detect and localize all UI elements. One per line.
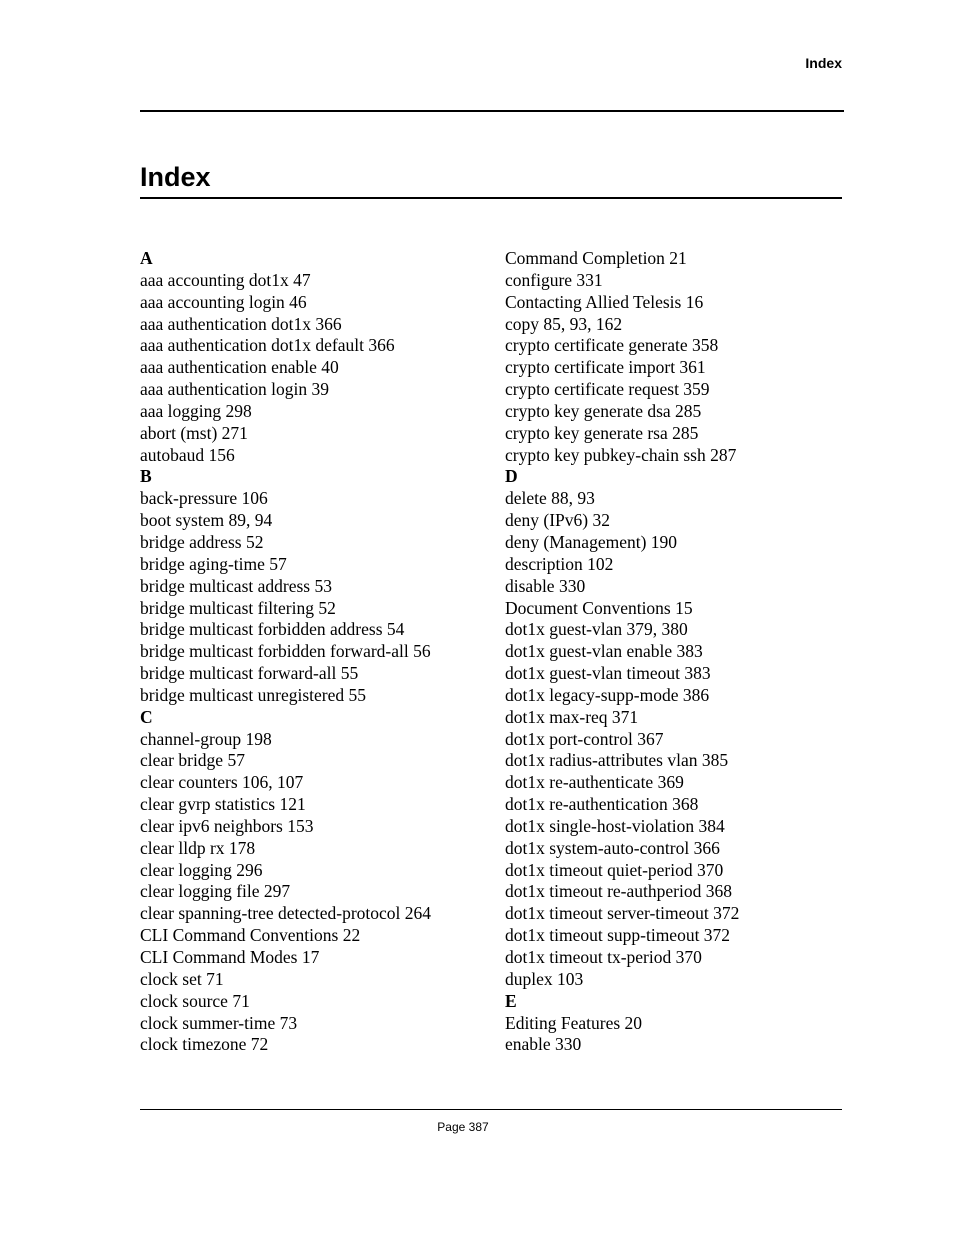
index-entry: bridge address 52 [140, 531, 264, 552]
index-entry: CLI Command Modes 17 [140, 947, 320, 967]
index-entry: bridge aging-time 57 [140, 553, 287, 574]
index-entry: dot1x single-host-violation 384 [505, 815, 725, 836]
index-entry: clear logging 296 [140, 859, 263, 880]
index-entry: delete 88, 93 [505, 488, 595, 509]
header-rule [140, 110, 844, 112]
index-entry: clock timezone 72 [140, 1034, 269, 1055]
index-entry: dot1x timeout tx-period 370 [505, 947, 702, 967]
index-entry: bridge multicast address 53 [140, 575, 332, 596]
index-entry: abort (mst) 271 [140, 422, 248, 443]
index-entry: dot1x guest-vlan timeout 383 [505, 663, 711, 684]
index-entry: dot1x max-req 371 [505, 706, 639, 727]
index-letter-heading: B [140, 466, 152, 487]
index-entry: clock summer-time 73 [140, 1012, 298, 1033]
index-letter-heading: D [505, 466, 518, 487]
index-entry: dot1x guest-vlan 379, 380 [505, 619, 688, 640]
index-entry: aaa logging 298 [140, 400, 252, 421]
index-entry: Editing Features 20 [505, 1012, 643, 1033]
index-entry: dot1x timeout server-timeout 372 [505, 903, 740, 924]
index-entry: dot1x radius-attributes vlan 385 [505, 750, 729, 771]
index-entry: Document Conventions 15 [505, 597, 693, 618]
index-entry: dot1x port-control 367 [505, 728, 664, 749]
index-entry: deny (Management) 190 [505, 531, 678, 552]
index-entry: bridge multicast forward-all 55 [140, 663, 359, 684]
index-entry: aaa authentication dot1x 366 [140, 313, 342, 334]
index-entry: clock set 71 [140, 968, 224, 989]
page-title: Index [140, 162, 211, 192]
index-entry: disable 330 [505, 575, 586, 596]
index-entry: boot system 89, 94 [140, 510, 273, 531]
index-entry: clear lldp rx 178 [140, 837, 256, 858]
index-entry: aaa accounting dot1x 47 [140, 269, 311, 290]
index-letter-heading: E [505, 990, 517, 1011]
index-entry: dot1x legacy-supp-mode 386 [505, 684, 710, 705]
title-rule [140, 197, 842, 199]
index-entry: clear counters 106, 107 [140, 772, 304, 793]
index-letter-heading: C [140, 706, 153, 727]
index-column-right [505, 248, 739, 1056]
running-header: Index [805, 55, 842, 71]
index-entry: CLI Command Conventions 22 [140, 925, 361, 946]
index-entry: crypto key pubkey-chain ssh 287 [505, 444, 737, 465]
index-entry: crypto key generate dsa 285 [505, 400, 702, 421]
index-entry: dot1x system-auto-control 366 [505, 837, 720, 858]
index-entry: channel-group 198 [140, 728, 272, 749]
index-entry: dot1x guest-vlan enable 383 [505, 641, 703, 662]
index-entry: back-pressure 106 [140, 488, 268, 509]
index-entry: enable 330 [505, 1034, 582, 1055]
index-entry: autobaud 156 [140, 444, 235, 465]
index-entry: dot1x timeout re-authperiod 368 [505, 881, 732, 902]
index-entry: aaa accounting login 46 [140, 291, 307, 312]
index-entry: dot1x timeout quiet-period 370 [505, 859, 724, 880]
index-entry: bridge multicast unregistered 55 [140, 684, 366, 705]
index-entry: description 102 [505, 553, 614, 574]
index-entry: configure 331 [505, 269, 603, 290]
index-entry: bridge multicast forbidden address 54 [140, 619, 405, 640]
index-entry: copy 85, 93, 162 [505, 313, 623, 334]
index-entry: dot1x timeout supp-timeout 372 [505, 925, 731, 946]
index-column-left [140, 248, 431, 1056]
index-entry: Contacting Allied Telesis 16 [505, 291, 704, 312]
index-entry: aaa authentication enable 40 [140, 357, 339, 378]
index-entry: crypto certificate import 361 [505, 357, 706, 378]
index-entry: crypto certificate generate 358 [505, 335, 719, 356]
index-entry: deny (IPv6) 32 [505, 510, 610, 531]
index-entry: bridge multicast forbidden forward-all 56 [140, 641, 431, 662]
index-entry: dot1x re-authenticate 369 [505, 772, 684, 793]
index-entry: clear bridge 57 [140, 750, 245, 771]
index-entry: clock source 71 [140, 990, 250, 1011]
page-number: Page 387 [437, 1120, 489, 1134]
index-entry: clear gvrp statistics 121 [140, 794, 306, 815]
index-entry: crypto certificate request 359 [505, 379, 710, 400]
index-entry: dot1x re-authentication 368 [505, 794, 699, 815]
footer-rule [140, 1109, 842, 1110]
index-entry: crypto key generate rsa 285 [505, 422, 699, 443]
index-entry: aaa authentication dot1x default 366 [140, 335, 395, 356]
index-entry: clear ipv6 neighbors 153 [140, 815, 314, 836]
index-entry: clear spanning-tree detected-protocol 264 [140, 903, 432, 924]
index-entry: clear logging file 297 [140, 881, 291, 902]
index-entry: duplex 103 [505, 968, 584, 989]
index-entry: Command Completion 21 [505, 248, 687, 268]
index-letter-heading: A [140, 248, 153, 268]
index-entry: bridge multicast filtering 52 [140, 597, 336, 618]
index-entry: aaa authentication login 39 [140, 379, 330, 400]
